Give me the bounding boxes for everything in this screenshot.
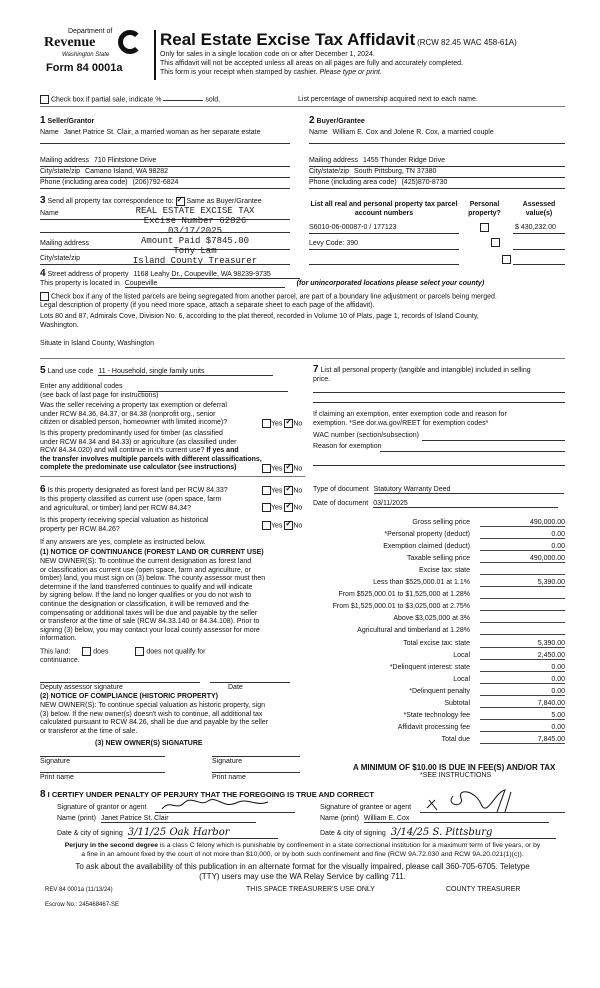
title-text: Real Estate Excise Tax Affidavit <box>160 30 416 49</box>
seller-phone[interactable]: (206)792-6824 <box>132 179 179 186</box>
notice2-line-3: calculated pursuant to RCW 84.26, shall be due and payable by the seller <box>40 719 269 727</box>
sec5-q1 <box>40 402 227 428</box>
fee-row <box>305 700 565 711</box>
notice2-body <box>40 702 268 736</box>
fee-label: *Personal property (deduct) <box>384 531 470 539</box>
county-treasurer: COUNTY TREASURER <box>446 886 521 893</box>
q2-yes-checkbox[interactable] <box>262 464 271 473</box>
grantor-name-row <box>57 815 256 823</box>
grantee-signature[interactable] <box>425 788 545 816</box>
grantee-name-row <box>320 815 549 823</box>
this-land-row <box>40 647 206 656</box>
notice1-line-2: or classification as current use (open space, farm and agriculture, or <box>40 566 251 574</box>
fee-amount[interactable]: 2,450.00 <box>480 652 565 660</box>
stamp-line-2: Excise Number 62826 <box>143 216 247 226</box>
header-line-3 <box>160 69 382 76</box>
fee-amount[interactable]: 0.00 <box>480 531 565 539</box>
fee-row <box>305 555 565 566</box>
sec5-land-use-row <box>40 365 273 376</box>
add-codes-label: Enter any additional codes <box>40 383 123 390</box>
buyer-heading-text: Buyer/Grantee <box>316 118 365 125</box>
sec6-q3-no-label: No <box>293 522 303 530</box>
see-instructions: *SEE INSTRUCTIONS <box>420 772 492 779</box>
fee-label: Taxable selling price <box>406 555 470 563</box>
stamp-line-1: REAL ESTATE EXCISE TAX <box>135 206 255 216</box>
grantee-signature-scribble-icon <box>425 788 545 814</box>
seller-heading <box>40 115 94 126</box>
sec6-q1: Is this property designated as forest land per RCW 84.33? <box>47 487 228 494</box>
sec6-q3 <box>40 517 208 534</box>
doc-type-row <box>313 486 564 494</box>
sec8-num: 8 <box>40 789 46 800</box>
property-location[interactable]: Coupeville <box>125 280 285 288</box>
fee-amount[interactable]: 7,840.00 <box>480 700 565 708</box>
fee-amount[interactable]: 490,000.00 <box>480 519 565 527</box>
does-label: does <box>93 648 109 656</box>
partial-sale-label: Check box if partial sale, indicate % <box>50 96 162 104</box>
fee-label: From $525,000.01 to $1,525,000 at 1.28% <box>338 591 470 599</box>
sec6-q1-no-label: No <box>293 487 303 495</box>
fee-row <box>305 591 565 602</box>
stamp-line-4: Amount Paid $7845.00 <box>140 236 250 246</box>
fee-row <box>305 676 565 687</box>
buyer-name-row <box>309 129 494 136</box>
notice1-line-3: timber) land, you must sign on (3) below. The county assessor must then <box>40 575 266 583</box>
seller-city-row <box>40 168 168 175</box>
owner-sig-label-1: Signature <box>40 758 70 765</box>
fee-amount[interactable]: 5.00 <box>480 712 565 720</box>
grantor-date[interactable]: 3/11/25 Oak Harbor <box>128 827 278 839</box>
q1-line-2: under RCW 84.36, 84.37, or 84.38 (nonprofit org., senior <box>40 410 216 418</box>
buyer-city-row <box>309 168 436 175</box>
sec6-q3-no[interactable] <box>284 521 293 530</box>
sec7-heading <box>313 365 531 384</box>
does-checkbox[interactable] <box>82 647 91 656</box>
same-as-buyer-label: Same as Buyer/Grantee <box>186 198 262 205</box>
fee-amount[interactable]: 0.00 <box>480 676 565 684</box>
seller-city-label: City/state/zip <box>40 168 81 175</box>
sec3-name-label: Name <box>40 210 59 217</box>
sec6-q2-no[interactable] <box>284 503 293 512</box>
partial-sale-row <box>40 95 220 104</box>
notice1-line-5: by signing below. If the land no longer qualifies or you do not wish to <box>40 592 252 600</box>
fee-amount[interactable]: 0.00 <box>480 724 565 732</box>
exempt-line-a: If claiming an exemption, enter exemption code and reason for <box>313 411 507 418</box>
doc-type[interactable]: Statutory Warranty Deed <box>374 486 564 494</box>
parcel-row-1-value[interactable]: $ 430,232.00 <box>515 224 556 231</box>
deputy-sig-label: Deputy assessor signature <box>40 684 123 691</box>
notice1-line-10: information. <box>40 635 77 643</box>
sec3-city-label: City/state/zip <box>40 255 81 262</box>
buyer-heading <box>309 115 365 126</box>
fee-label: Exemption claimed (deduct) <box>383 543 470 551</box>
print-note: Please type or print. <box>319 69 382 76</box>
buyer-phone-row <box>309 179 447 186</box>
q2-no-label: No <box>293 465 303 473</box>
fee-label: Subtotal <box>444 699 470 707</box>
sec8-heading-text: I CERTIFY UNDER PENALTY OF PERJURY THAT THE FOREGOING IS TRUE AND CORRECT <box>47 790 374 799</box>
fee-amount[interactable] <box>480 591 565 599</box>
fee-amount[interactable] <box>480 627 565 635</box>
grantee-date-label: Date & city of signing <box>320 830 386 837</box>
q2-bold-b: the transfer involves multiple parcels with different classifications, <box>40 455 262 463</box>
notice1-title: (1) NOTICE OF CONTINUANCE (FOREST LAND OR CURRENT USE) <box>40 549 264 556</box>
owner-print-label-1: Print name <box>40 774 74 781</box>
fee-label: Total due <box>441 735 470 743</box>
partial-sale-pct[interactable] <box>163 100 203 101</box>
seller-name-row <box>40 129 261 136</box>
dept-state: Washington State <box>62 52 110 58</box>
does-not-label: does not qualify for <box>146 648 206 656</box>
sec3-heading-text: Send all property tax correspondence to: <box>47 198 174 205</box>
grantee-name-label: Name (print) <box>320 815 359 822</box>
perjury-line-2: a fine in an amount fixed by the court of not more than $10,000, or by both such confinement and fine (RCW 9A.72.030 and RCW 9A.20.021(1)(c)). <box>81 851 524 858</box>
sec6-q2 <box>40 496 221 513</box>
buyer-num: 2 <box>309 115 315 126</box>
notice2-title: (2) NOTICE OF COMPLIANCE (HISTORIC PROPERTY) <box>40 693 218 700</box>
fee-amount[interactable]: 490,000.00 <box>480 555 565 563</box>
dept-top: Department of <box>68 28 113 35</box>
form-number: Form 84 0001a <box>46 62 123 74</box>
fee-label: Affidavit processing fee <box>397 723 470 731</box>
header-line-1: Only for sales in a single location code on or after December 1, 2024. <box>160 51 375 58</box>
fee-amount[interactable]: 5,390.00 <box>480 579 565 587</box>
accessibility-notice <box>35 862 570 882</box>
notice1-line-7: compensating or additional taxes will be due and payable by the seller <box>40 609 258 617</box>
located-label: This property is located in <box>40 280 120 287</box>
sec6-q3-yes-label: Yes <box>271 522 283 530</box>
sec6-q3a: Is this property receiving special valuation as historical <box>40 517 209 524</box>
owner-print-label-2: Print name <box>212 774 246 781</box>
sec6-num: 6 <box>40 484 46 495</box>
parcel-row-1-personal-checkbox[interactable] <box>480 223 489 232</box>
receipt-note: This form is your receipt when stamped by cashier. <box>160 69 318 76</box>
fee-label: Total excise tax: state <box>403 639 470 647</box>
sec5-q2-answers <box>262 464 302 473</box>
sec6-q3-yes[interactable] <box>262 521 271 530</box>
wac-label: WAC number (section/subsection) <box>313 432 419 439</box>
sec6-q1-no[interactable] <box>284 486 293 495</box>
grantee-name[interactable]: William E. Cox <box>364 815 549 823</box>
sec6-q1-yes-label: Yes <box>271 487 283 495</box>
grantor-name-label: Name (print) <box>57 815 96 822</box>
header-divider <box>154 30 156 80</box>
dor-logo <box>40 28 150 76</box>
seller-mail[interactable]: 710 Flintstone Drive <box>93 157 157 164</box>
fee-row <box>305 712 565 723</box>
parcel-row-2-number[interactable]: Levy Code: 390 <box>309 240 359 247</box>
uninc-note: (for unincorporated locations please select your county) <box>296 280 485 287</box>
q2-line-1: Is this property predominantly used for timber (as classified <box>40 430 223 437</box>
legal-label: Legal description of property (if you need more space, attach a separate sheet to each page of the affidavit). <box>40 302 375 309</box>
buyer-phone-label: Phone (including area code) <box>309 179 397 186</box>
legal-line-2[interactable]: Washington. <box>40 322 79 329</box>
notice2-line-4: or transferor at the time of sale. <box>40 727 138 735</box>
seller-phone-row <box>40 179 178 186</box>
sec6-q1-yes[interactable] <box>262 486 271 495</box>
buyer-city-label: City/state/zip <box>309 168 350 175</box>
sec6-q2b: and agricultural, or timber) land per RCW 84.34? <box>40 504 191 512</box>
rev-number: REV 84 0001a (11/13/24) <box>45 887 113 893</box>
treasurer-only: THIS SPACE TREASURER'S USE ONLY <box>246 886 375 893</box>
stamp-line-3: 03/17/2025 <box>167 226 222 236</box>
buyer-mail-label: Mailing address <box>309 157 359 164</box>
grantee-sig-label: Signature of grantee or agent <box>320 804 412 811</box>
form-title <box>160 30 517 50</box>
fee-row <box>305 724 565 735</box>
parcel-row-1-number[interactable]: S6010-06-00087-0 / 177123 <box>309 224 397 231</box>
perjury-notice <box>35 841 570 859</box>
fee-label: Excise tax: state <box>419 567 470 575</box>
doc-date-row <box>313 500 558 508</box>
seller-num: 1 <box>40 115 46 126</box>
sec6-q2a: Is this property classified as current use (open space, farm <box>40 496 222 503</box>
sec6-q2-yes-label: Yes <box>271 504 283 512</box>
buyer-mail-row <box>309 157 445 164</box>
sec5-q1-answers <box>262 419 302 428</box>
grantor-date-label: Date & city of signing <box>57 830 123 837</box>
fee-row <box>305 627 565 638</box>
fee-label: Local <box>453 651 470 659</box>
q1-no-checkbox[interactable] <box>284 419 293 428</box>
see-back-label: (see back of last page for instructions) <box>40 392 159 399</box>
sec4-num: 4 <box>40 268 46 279</box>
partial-sale-sold: sold. <box>205 96 221 104</box>
seller-mail-row <box>40 157 156 164</box>
dept-name: Revenue <box>44 35 96 50</box>
q2-line-3: RCW 84.34.020) and will continue in it's current use? <box>40 447 205 454</box>
partial-sale-checkbox[interactable] <box>40 95 49 104</box>
notice1-line-8: or transferor at the time of sale (RCW 84.33.140 or 84.34.108). Prior to <box>40 618 260 626</box>
grantor-date-row <box>57 827 278 839</box>
fee-row <box>305 652 565 663</box>
segregate-checkbox[interactable] <box>40 292 49 301</box>
q2-bold-a: If yes and <box>206 447 239 454</box>
does-not-checkbox[interactable] <box>135 647 144 656</box>
doc-date[interactable]: 03/11/2025 <box>373 500 558 508</box>
fee-label: Above $3,025,000 at 3% <box>393 615 470 623</box>
sec6-q3-answers <box>262 521 302 530</box>
seller-heading-text: Seller/Grantor <box>47 118 95 125</box>
header-line-2: This affidavit will not be accepted unless all areas on all pages are fully and accurately completed. <box>160 60 463 67</box>
grantor-signature-scribble-icon <box>160 797 270 813</box>
seller-city[interactable]: Camano Island, WA 98282 <box>85 168 169 175</box>
sec7-heading-b: price. <box>313 376 331 383</box>
buyer-phone[interactable]: (425)870-8730 <box>401 179 448 186</box>
grantee-date-row <box>320 827 556 839</box>
seller-phone-label: Phone (including area code) <box>40 179 128 186</box>
fee-label: Agricultural and timberland at 1.28% <box>357 627 470 635</box>
fee-label: Less than $525,000.01 at 1.1% <box>373 579 470 587</box>
access-line-1: To ask about the availability of this publication in an alternate format for the visually impaired, please call 360-705-6705. Teletype <box>75 862 530 871</box>
sec3-mail-label: Mailing address <box>40 240 90 247</box>
seller-mail-label: Mailing address <box>40 157 90 164</box>
sec4-located-row <box>40 280 484 288</box>
sec6-q1-answers <box>262 486 302 495</box>
fee-row <box>305 531 565 542</box>
fee-label: *Delinquent penalty <box>409 687 470 695</box>
grantor-signature[interactable] <box>160 797 270 816</box>
escrow-number: Escrow No.: 245468467-SE <box>45 902 120 908</box>
q1-line-3: citizen or disabled person, homeowner with limited income)? <box>40 419 228 426</box>
legal-line-1[interactable]: Lots 80 and 87, Admirals Cove, Division No. 6, according to the plat thereof, recorded in Volume 10 of Plats, page 1, records of Island County, <box>40 313 479 320</box>
grantee-date[interactable]: 3/14/25 S. Pittsburg <box>391 827 556 839</box>
notice1-line-4: determine if the land transferred continues to qualify and will indicate <box>40 583 253 591</box>
fee-label: *Delinquent interest: state <box>389 663 470 671</box>
property-street[interactable]: 1168 Leahy Dr., Coupeville, WA 98239-9735 <box>133 271 271 278</box>
fee-amount[interactable]: 0.00 <box>480 664 565 672</box>
fee-row <box>305 519 565 530</box>
rcw-ref: (RCW 82.45 WAC 458-61A) <box>417 38 517 47</box>
q1-no-label: No <box>293 420 303 428</box>
buyer-name[interactable]: William E. Cox and Jolene R. Cox, a married couple <box>332 129 494 136</box>
q2-yes-label: Yes <box>271 465 283 473</box>
fee-row <box>305 664 565 675</box>
q2-no-checkbox[interactable] <box>284 464 293 473</box>
q1-yes-checkbox[interactable] <box>262 419 271 428</box>
fee-amount[interactable]: 5,390.00 <box>480 640 565 648</box>
fee-row <box>305 736 565 747</box>
parcels-col-3: Assessed value(s) <box>522 201 556 217</box>
fee-row <box>305 603 565 614</box>
parcels-col-2: Personal property? <box>468 201 501 217</box>
new-owner-sig-title: (3) NEW OWNER(S) SIGNATURE <box>95 740 203 747</box>
sec3-num: 3 <box>40 195 46 206</box>
fee-amount[interactable] <box>480 567 565 575</box>
fee-row <box>305 615 565 626</box>
owner-sig-label-2: Signature <box>212 758 242 765</box>
exempt-line-b: exemption. *See dor.wa.gov/REET for exemption codes* <box>313 420 489 427</box>
fee-amount[interactable] <box>480 615 565 623</box>
sec6-q2-no-label: No <box>293 504 303 512</box>
grantor-sig-label: Signature of grantor or agent <box>57 804 147 811</box>
buyer-mail[interactable]: 1455 Thunder Ridge Drive <box>362 157 445 164</box>
treasurer-stamp <box>120 206 270 266</box>
fee-row <box>305 543 565 554</box>
min-fee-note: A MINIMUM OF $10.00 IS DUE IN FEE(S) AND/OR TAX <box>353 763 556 772</box>
land-use-label: Land use code <box>47 368 94 375</box>
sec5-q2 <box>40 430 262 473</box>
sec7-heading-a: List all personal property (tangible and intangible) included in selling <box>320 367 531 374</box>
fee-amount[interactable]: 0.00 <box>480 543 565 551</box>
access-line-2: (TTY) users may use the WA Relay Service by calling 711. <box>199 872 406 881</box>
continuance-label: continuance. <box>40 657 80 664</box>
this-land-label: This land: <box>40 648 71 656</box>
fee-row <box>305 640 565 651</box>
sec7-num: 7 <box>313 364 319 375</box>
sec6-q1-row <box>40 484 228 495</box>
parcel-row-2-personal-checkbox[interactable] <box>491 238 500 247</box>
sec3-heading <box>40 195 262 206</box>
segregate-label: Check box if any of the listed parcels are being segregated from another parcel, are part of a boundary line adjustment or parcels being merged. <box>50 293 497 301</box>
sec6-q3b: property per RCW 84.26? <box>40 525 120 533</box>
fee-amount[interactable]: 0.00 <box>480 688 565 696</box>
fee-row <box>305 567 565 578</box>
fee-amount[interactable]: 7,845.00 <box>480 736 565 744</box>
exempt-label <box>313 410 507 428</box>
notice2-line-2: (3) below. If the new owner(s) doesn't wish to continue, all additional tax <box>40 710 263 718</box>
if-yes-note: If any answers are yes, complete as instructed below. <box>40 539 206 546</box>
fee-row <box>305 688 565 699</box>
seller-name[interactable]: Janet Patrice St. Clair, a married woman as her separate estate <box>63 129 261 136</box>
grantor-name[interactable]: Janet Patrice St. Clair <box>101 815 256 823</box>
sec6-q2-answers <box>262 503 302 512</box>
seller-name-label: Name <box>40 129 59 136</box>
notice1-body <box>40 558 265 644</box>
land-use-code[interactable]: 11 - Household, single family units <box>98 368 273 376</box>
q1-yes-label: Yes <box>271 420 283 428</box>
notice1-line-1: NEW OWNER(S): To continue the current designation as forest land <box>40 558 252 565</box>
fee-label: *State technology fee <box>403 711 470 719</box>
ownership-note: List percentage of ownership acquired next to each name. <box>298 96 478 103</box>
street-label: Street address of property <box>47 271 129 278</box>
legal-line-3[interactable]: Situate in Island County, Washington <box>40 340 155 347</box>
notice1-line-6: continue the designation or classification, it will be removed and the <box>40 600 249 608</box>
sec6-q2-yes[interactable] <box>262 503 271 512</box>
segregate-row <box>40 292 497 301</box>
buyer-city[interactable]: South Pittsburg, TN 37380 <box>354 168 437 175</box>
fee-row <box>305 579 565 590</box>
buyer-name-label: Name <box>309 129 328 136</box>
fee-label: Local <box>453 675 470 683</box>
fee-label: From $1,525,000.01 to $3,025,000 at 2.75% <box>332 603 470 611</box>
same-as-buyer-checkbox[interactable] <box>176 197 185 206</box>
doc-type-label: Type of document <box>313 486 369 493</box>
stamp-line-6: Island County Treasurer <box>132 256 258 266</box>
perjury-line-1: is a class C felony which is punishable by confinement in a state correctional institution for a maximum term of five years, or by <box>159 842 541 849</box>
parcels-col-1: List all real and personal property tax parcel account numbers <box>310 201 458 217</box>
notice2-line-1: NEW OWNER(S): To continue special valuation as historic property, sign <box>40 702 265 709</box>
stamp-line-5: Tony Lam <box>173 246 217 256</box>
notice1-line-9: signing (3) below, you may contact your local county assessor for more <box>40 626 260 634</box>
swoosh-icon <box>118 30 142 54</box>
parcel-row-3-personal-checkbox[interactable] <box>502 255 511 264</box>
q2-bold-c: complete the predominate use calculator (see instructions) <box>40 464 237 471</box>
fee-amount[interactable] <box>480 603 565 611</box>
sec5-num: 5 <box>40 365 46 376</box>
deputy-date-label: Date <box>228 684 243 691</box>
reason-label: Reason for exemption <box>313 443 382 450</box>
fee-label: Gross selling price <box>412 519 470 526</box>
perjury-bold: Perjury in the second degree <box>64 842 158 849</box>
q2-line-2: under RCW 84.34 and 84.33) or agriculture (as classified under <box>40 438 237 446</box>
doc-date-label: Date of document <box>313 500 369 507</box>
q1-line-1: Was the seller receiving a property tax exemption or deferral <box>40 402 227 409</box>
